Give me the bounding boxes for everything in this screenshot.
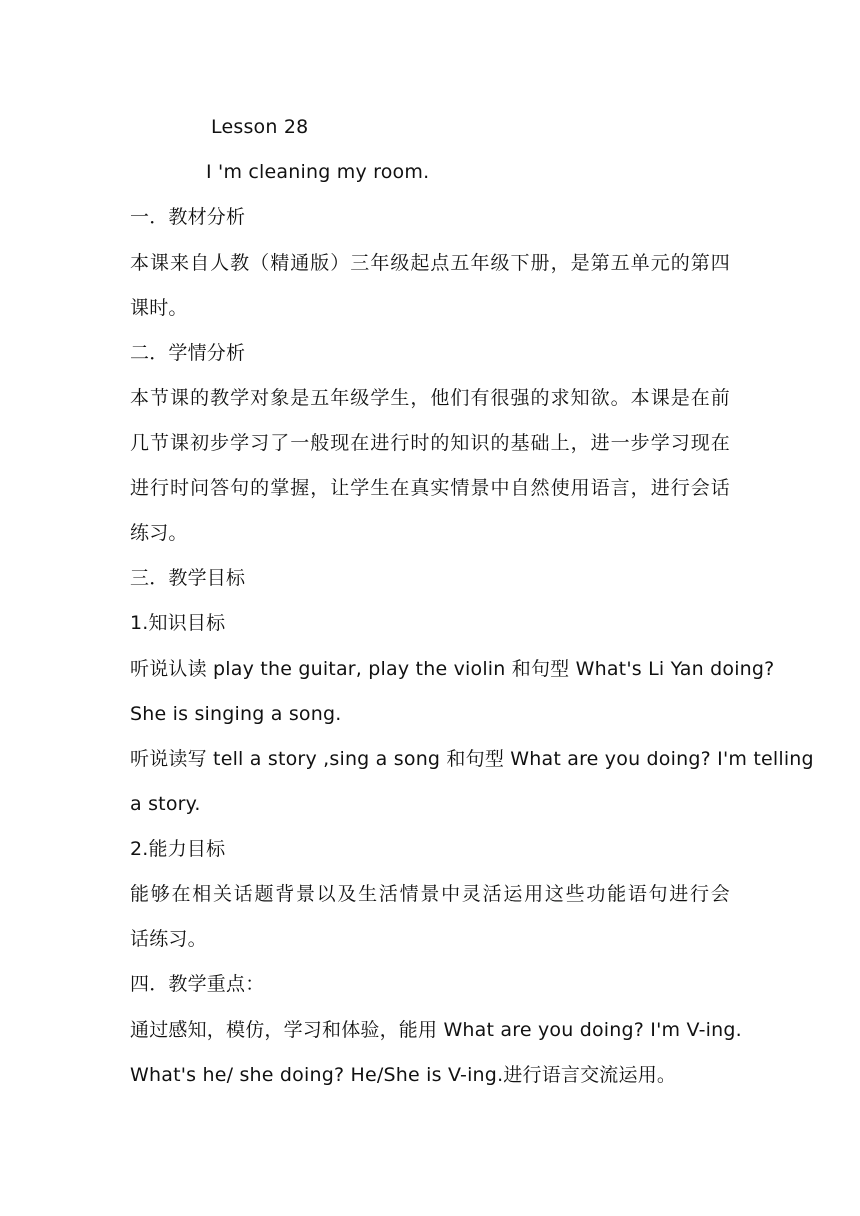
subheading-ability: 2.能力目标 (130, 838, 226, 860)
paragraph-line: 能够在相关话题背景以及生活情景中灵活运用这些功能语句进行会 (130, 883, 730, 905)
paragraph-line: 话练习。 (130, 928, 207, 950)
paragraph-line: 几节课初步学习了一般现在进行时的知识的基础上，进一步学习现在 (130, 432, 730, 454)
paragraph-line: 听说认读 play the guitar, play the violin 和句型 What's Li Yan doing? (130, 658, 775, 680)
paragraph-line: What's he/ she doing? He/She is V-ing.进行语言交流运用。 (130, 1064, 677, 1086)
paragraph-line: 课时。 (130, 297, 188, 319)
section-heading-students: 二．学情分析 (130, 342, 246, 364)
paragraph-line: 练习。 (130, 522, 188, 544)
subheading-knowledge: 1.知识目标 (130, 612, 226, 634)
section-heading-materials: 一．教材分析 (130, 206, 246, 228)
section-heading-key-points: 四．教学重点： (130, 973, 265, 995)
paragraph-line: a story. (130, 793, 201, 815)
paragraph-line: 听说读写 tell a story ,sing a song 和句型 What are you doing? I'm telling (130, 748, 814, 770)
lesson-title: Lesson 28 (211, 116, 309, 138)
section-heading-objectives: 三．教学目标 (130, 567, 246, 589)
paragraph-line: 本课来自人教（精通版）三年级起点五年级下册，是第五单元的第四 (130, 252, 730, 274)
paragraph-line: 进行时问答句的掌握，让学生在真实情景中自然使用语言，进行会话 (130, 477, 730, 499)
paragraph-line: She is singing a song. (130, 703, 342, 725)
paragraph-line: 本节课的教学对象是五年级学生，他们有很强的求知欲。本课是在前 (130, 387, 730, 409)
paragraph-line: 通过感知，模仿，学习和体验，能用 What are you doing? I'm V-ing. (130, 1019, 742, 1041)
lesson-subtitle: I 'm cleaning my room. (206, 161, 430, 183)
